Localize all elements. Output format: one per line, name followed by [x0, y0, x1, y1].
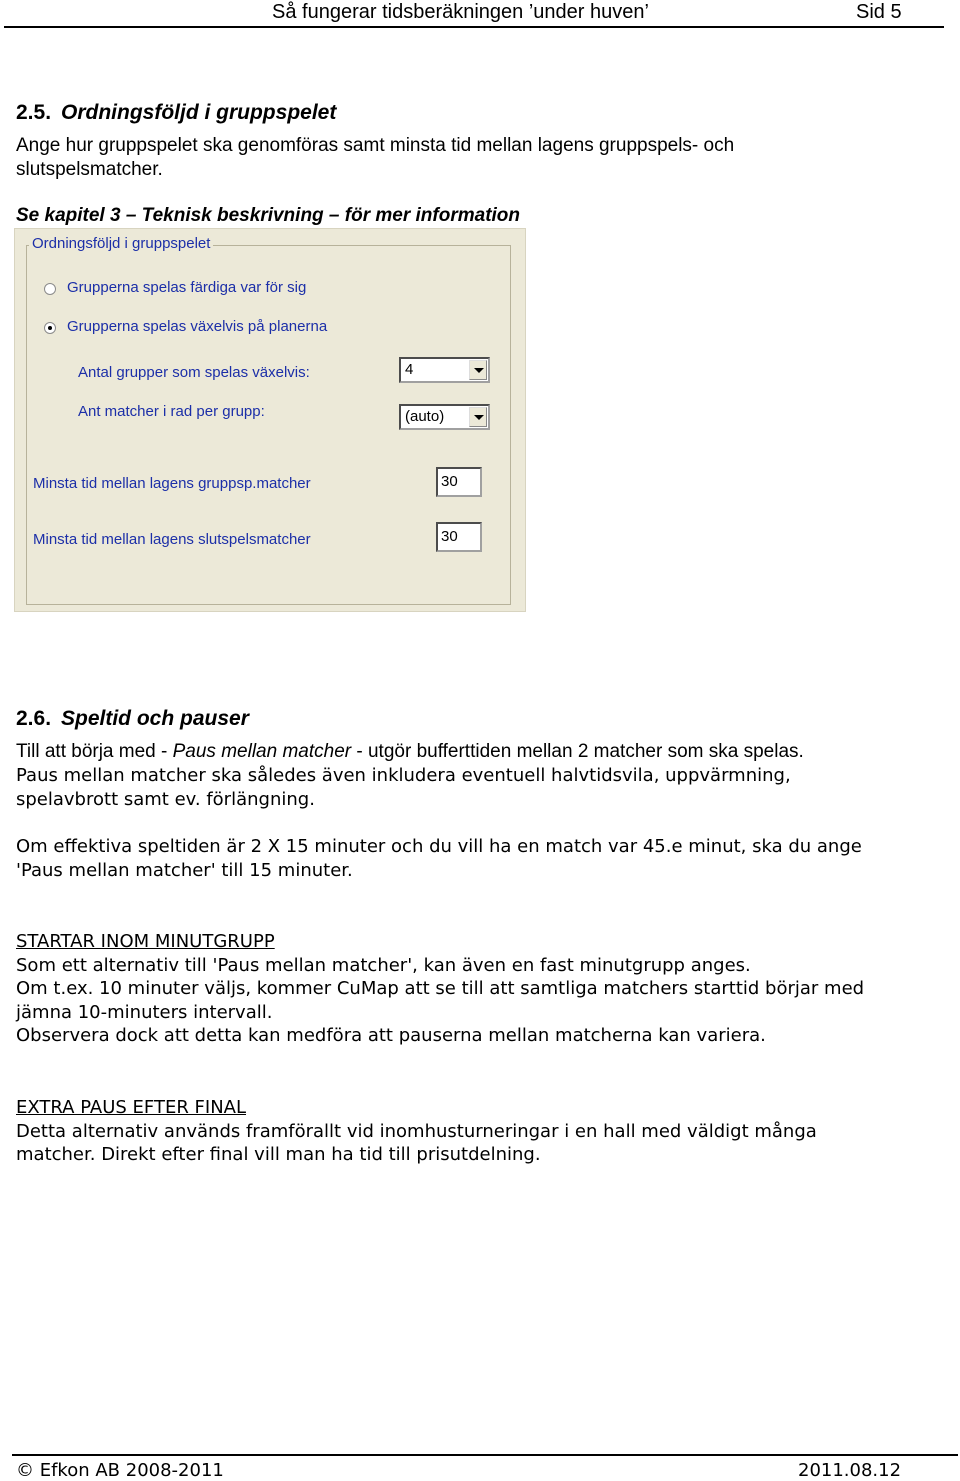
pause-line-1: Paus mellan matcher ska således även inkludera eventuell halvtidsvila, uppvärmning, — [16, 765, 791, 786]
extra-pause-after-final — [16, 1096, 951, 1167]
starts-line-1: Som ett alternativ till 'Paus mellan matcher', kan även en fast minutgrupp anges. — [16, 954, 751, 976]
section-2-5-title: Ordningsföljd i gruppspelet — [61, 101, 337, 124]
footer-date: 2011.08.12 — [798, 1460, 902, 1481]
ordering-group-title: Ordningsföljd i gruppspelet — [29, 235, 213, 252]
min-time-final-value: 30 — [441, 528, 458, 545]
section-2-5-line-1: Ange hur gruppspelet ska genomföras samt minsta tid mellan lagens gruppspels- och — [16, 135, 735, 156]
min-time-final-input[interactable] — [436, 522, 482, 552]
section-2-5-heading — [16, 101, 336, 125]
min-time-group-label: Minsta tid mellan lagens gruppsp.matcher — [33, 475, 311, 492]
section-2-6-intro — [16, 740, 951, 764]
pause-line-2: spelavbrott samt ev. förlängning. — [16, 788, 315, 810]
intro-suffix: - utgör bufferttiden mellan 2 matcher som ska spelas. — [351, 741, 804, 762]
section-2-6-heading — [16, 707, 249, 731]
intro-italic-term: Paus mellan matcher — [172, 741, 352, 762]
section-2-5-paragraph — [16, 134, 951, 182]
min-time-final-label: Minsta tid mellan lagens slutspelsmatcher — [33, 531, 311, 548]
extra-line-2: matcher. Direkt efter final vill man ha tid till prisutdelning. — [16, 1144, 541, 1165]
footer-copyright: © Efkon AB 2008-2011 — [16, 1460, 224, 1481]
header-title: Så fungerar tidsberäkningen ’under huven’ — [272, 1, 649, 23]
pause-paragraph — [16, 764, 951, 811]
groups-alternating-value: 4 — [405, 361, 414, 378]
matches-in-row-select[interactable] — [399, 404, 490, 430]
radio-groups-alternating-label[interactable]: Grupperna spelas växelvis på planerna — [67, 318, 328, 335]
header-divider — [4, 26, 944, 28]
groups-alternating-select[interactable] — [399, 357, 490, 383]
starts-heading: STARTAR INOM MINUTGRUPP — [16, 931, 275, 952]
page-number: Sid 5 — [856, 1, 902, 23]
chevron-down-icon[interactable] — [469, 407, 487, 427]
radio-groups-finished-separately[interactable] — [44, 283, 56, 295]
example-paragraph — [16, 835, 951, 882]
extra-line-1: Detta alternativ används framförallt vid inomhusturneringar i en hall med väldigt många — [16, 1120, 817, 1142]
intro-line-1 — [16, 740, 951, 764]
radio-groups-finished-separately-label[interactable]: Grupperna spelas färdiga var för sig — [67, 279, 307, 296]
matches-in-row-value: (auto) — [405, 408, 445, 425]
extra-heading: EXTRA PAUS EFTER FINAL — [16, 1097, 247, 1118]
section-2-6-title: Speltid och pauser — [61, 707, 249, 730]
starts-within-minute-group — [16, 930, 951, 1048]
ordering-dialog-panel — [14, 228, 526, 612]
chevron-down-icon[interactable] — [469, 360, 487, 380]
section-2-5-number: 2.5. — [16, 101, 52, 124]
intro-prefix: Till att börja med - — [16, 741, 173, 762]
min-time-group-input[interactable] — [436, 467, 482, 497]
starts-line-4: Observera dock att detta kan medföra att pauserna mellan matcherna kan variera. — [16, 1025, 766, 1046]
footer-divider — [12, 1454, 958, 1456]
see-chapter-note: Se kapitel 3 – Teknisk beskrivning – för mer information — [16, 205, 521, 226]
example-line-1: Om effektiva speltiden är 2 X 15 minuter och du vill ha en match var 45.e minut, ska du ange — [16, 836, 862, 857]
matches-in-row-label: Ant matcher i rad per grupp: — [78, 403, 265, 420]
starts-line-2: Om t.ex. 10 minuter väljs, kommer CuMap att se till att samtliga matchers starttid börjar med — [16, 978, 865, 999]
section-2-6-number: 2.6. — [16, 707, 52, 730]
min-time-group-value: 30 — [441, 473, 458, 490]
example-line-2: 'Paus mellan matcher' till 15 minuter. — [16, 859, 353, 881]
groups-alternating-label: Antal grupper som spelas växelvis: — [78, 364, 310, 381]
starts-line-3: jämna 10-minuters intervall. — [16, 1001, 273, 1023]
section-2-5-line-2: slutspelsmatcher. — [16, 159, 163, 180]
radio-groups-alternating[interactable] — [44, 322, 56, 334]
